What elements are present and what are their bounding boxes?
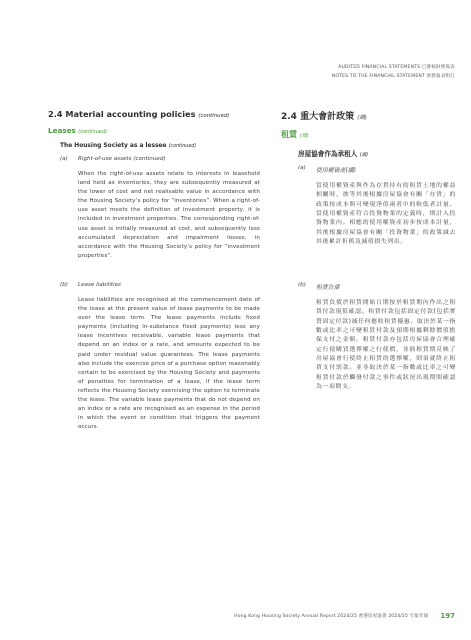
subheading-en-text: The Housing Society as a lessee — [60, 143, 167, 149]
section-title-zh-cont: (續) — [357, 115, 367, 121]
running-header-line2: NOTES TO THE FINANCIAL STATEMENT 財務報表附註 — [331, 74, 455, 79]
item-b-en-label: (b) — [60, 282, 68, 288]
section-title-en — [48, 109, 260, 119]
section-title-en-text: 2.4 Material accounting policies — [48, 109, 196, 119]
item-a-zh-label: (a) — [298, 165, 306, 171]
footer-publication-title: Hong Kong Housing Society Annual Report 2024/25 香港房屋協會 2024/25 年報年報 — [234, 614, 429, 619]
item-b-en-title: Lease liabilities — [78, 282, 121, 288]
subheading-zh — [298, 148, 456, 158]
item-b-zh-paragraph: 租賃負債於租賃開始日期按於租賃期內作出之租賃付款現值確認。租賃付款包括固定付款(包括實質固定付款)減任何應收租賃優惠、取決於某一指數或比率之可變租賃付款及預期根據剩餘價值擔保支付之金額。租賃付款亦包括房屋協會合理確定行使購買選擇權之行使價，並倘租賃期反映了房屋協會行使終止租賃的選擇權，則須就終止租賃支付罰款。並非取決於某一指數或比率之可變租賃付款於觸發付款之事件或狀況出現期間確認為一項開支。 — [316, 300, 456, 391]
item-b-zh — [281, 282, 456, 392]
english-column — [48, 109, 260, 431]
item-a-en-paragraph: When the right-of-use assets relate to interests in leasehold land held as inventories, they are subsequently measured at the lower of cost and net realisable value in accordance with the Housing Society’s policy for “inventories”. When a right-of-use asset meets the definition of investment property, it is included in investment properties. The corresponding right-of-use asset is initially measured at cost, and subsequently less accumulated depreciation and impairment losses, in accordance with the Housing Society’s policy for “investment properties”. — [78, 171, 260, 259]
page-footer — [234, 612, 455, 620]
item-a-zh — [281, 165, 456, 247]
item-a-en-label: (a) — [60, 156, 68, 162]
subsection-title-zh-cont: (續) — [299, 133, 309, 139]
item-a-zh-title: 使用權資產(續) — [316, 168, 356, 174]
chinese-column — [281, 109, 456, 391]
section-title-en-cont: (continued) — [198, 113, 230, 119]
item-a-zh-paragraph: 當使用權資產與作為存貨持有的租賃土地的權益相關時，彼等其後根據房屋協會有關「存貨」的政策按成本與可變現淨值兩者中的較低者計量。當使用權資產符合投資物業的定義時，則計入投資物業內。相應的使用權資產初步按成本計量，其後根據房屋協會有關「投資物業」的政策減去其後累計折舊及減值損失列出。 — [316, 183, 456, 246]
subheading-en — [60, 143, 260, 149]
page-number: 197 — [440, 612, 455, 620]
subheading-en-cont: (continued) — [168, 144, 197, 149]
item-b-zh-title: 租賃負債 — [316, 285, 340, 291]
item-a-en — [48, 156, 260, 261]
item-a-en-title: Right-of-use assets (continued) — [78, 156, 166, 162]
subheading-zh-cont: (續) — [359, 153, 369, 158]
subsection-title-en — [48, 126, 260, 135]
subsection-title-en-cont: (continued) — [78, 129, 108, 135]
subsection-title-zh — [281, 129, 456, 140]
section-title-zh-text: 2.4 重大會計政策 — [281, 112, 355, 122]
subsection-title-en-text: Leases — [48, 126, 76, 135]
running-header-line1: AUDITED FINANCIAL STATEMENTS 已審核財務報表 — [338, 65, 455, 70]
item-b-en — [48, 282, 260, 432]
subheading-zh-text: 房屋協會作為承租人 — [298, 150, 358, 158]
subsection-title-zh-text: 租賃 — [281, 130, 297, 139]
section-title-zh — [281, 109, 456, 122]
item-b-en-paragraph: Lease liabilities are recognised at the commencement date of the lease at the present value of lease payments to be made over the lease term. The lease payments include fixed payments (including in-substance fixed payments) less any lease incentives receivable, variable lease payments that depend on an index or a rate, and amounts expected to be paid under residual value guarantees. The lease payments also include the exercise price of a purchase option reasonably certain to be exercised by the Housing Society and payments of penalties for termination of a lease, if the lease term reflects the Housing Society exercising the option to terminate the lease. The variable lease payments that do not depend on an index or a rate are recognised as an expense in the period in which the event or condition that triggers the payment occurs. — [78, 297, 260, 431]
item-b-zh-label: (b) — [298, 282, 306, 288]
